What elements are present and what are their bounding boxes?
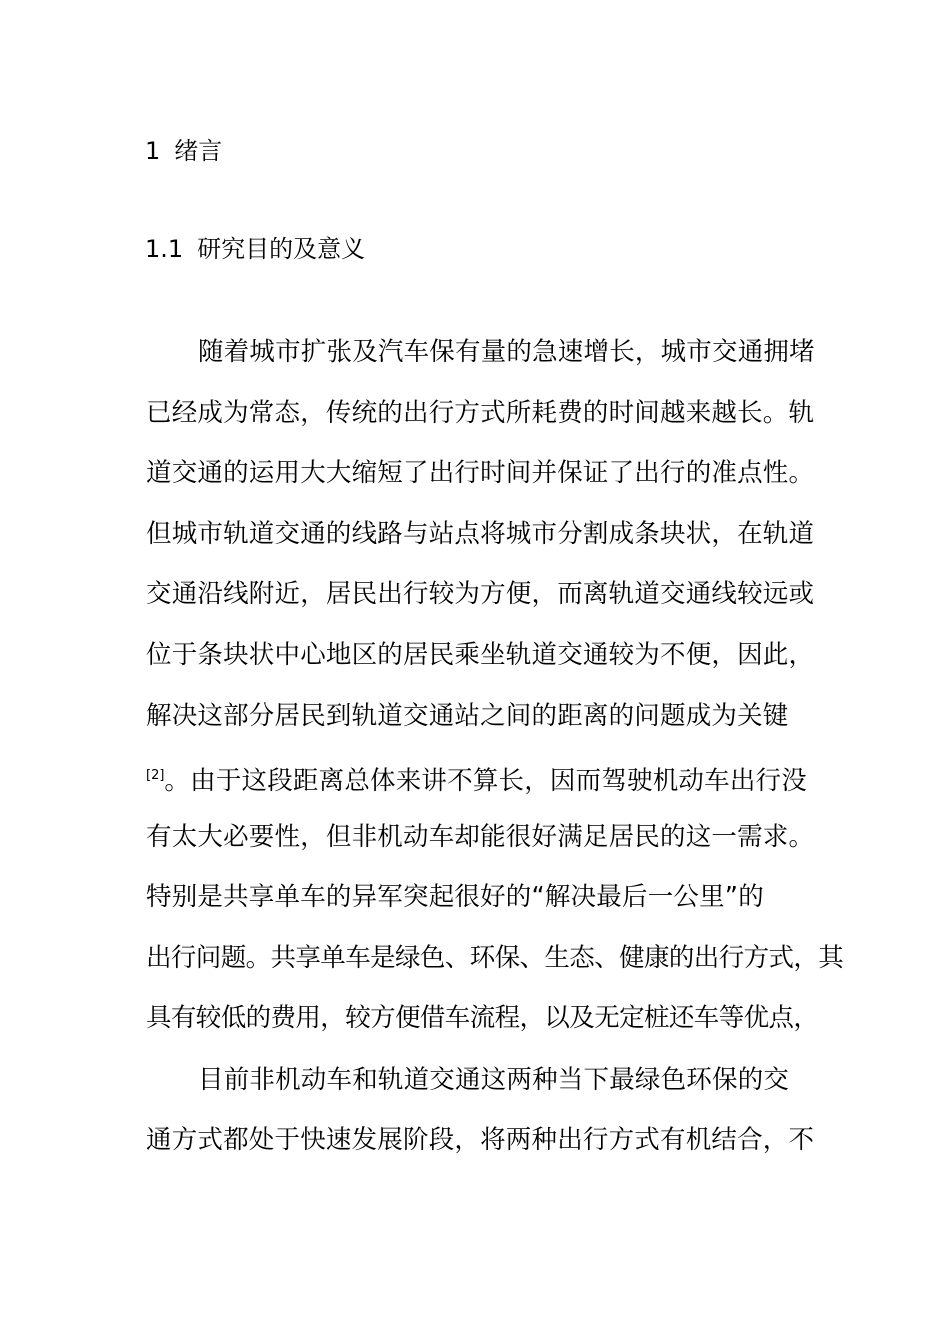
paragraph-line-text: 。由于这段距离总体来讲不算长，因而驾驶机动车出行没 [164, 766, 807, 796]
paragraph-line: 交通沿线附近，居民出行较为方便，而离轨道交通线较远或 [146, 579, 815, 609]
paragraph-line: 通方式都处于快速发展阶段，将两种出行方式有机结合，不 [146, 1125, 815, 1155]
paragraph-line: 但城市轨道交通的线路与站点将城市分割成条块状，在轨道 [146, 519, 815, 549]
paragraph-line: 具有较低的费用，较方便借车流程，以及无定桩还车等优点， [146, 1003, 819, 1033]
section-heading [145, 234, 365, 264]
section-title: 研究目的及意义 [197, 235, 366, 263]
paragraph-line: 位于条块状中心地区的居民乘坐轨道交通较为不便，因此， [146, 640, 815, 670]
paragraph-line: 特别是共享单车的异军突起很好的“解决最后一公里”的 [146, 882, 764, 912]
paragraph-line: 解决这部分居民到轨道交通站之间的距离的问题成为关键 [146, 701, 789, 731]
chapter-heading [145, 136, 222, 166]
paragraph-line: 出行问题。共享单车是绿色、环保、生态、健康的出行方式，其 [146, 943, 844, 973]
citation-reference: [2] [146, 768, 165, 783]
paragraph-line: 已经成为常态，传统的出行方式所耗费的时间越来越长。轨 [146, 398, 815, 428]
paragraph-line: 目前非机动车和轨道交通这两种当下最绿色环保的交 [198, 1065, 790, 1095]
section-number: 1.1 [145, 235, 184, 263]
paragraph-line: 随着城市扩张及汽车保有量的急速增长，城市交通拥堵 [198, 337, 815, 367]
paragraph-line: 道交通的运用大大缩短了出行时间并保证了出行的准点性。 [146, 458, 815, 488]
paragraph-line: 有太大必要性，但非机动车却能很好满足居民的这一需求。 [146, 822, 815, 852]
paragraph-line-with-citation [146, 760, 806, 797]
chapter-title: 绪言 [174, 137, 223, 165]
chapter-number: 1 [145, 137, 161, 165]
